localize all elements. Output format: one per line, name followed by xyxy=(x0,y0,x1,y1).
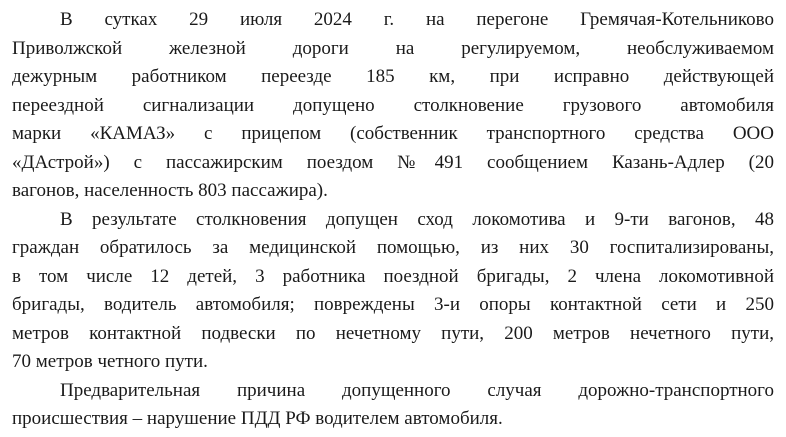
text-line: вагонов, населенность 803 пассажира). xyxy=(12,180,328,201)
text-line: «ДАстрой») с пассажирским поездом №491 сообщением Казань-Адлер (20 xyxy=(12,151,774,173)
paragraph-cause xyxy=(12,377,774,434)
paragraph-incident xyxy=(12,6,774,206)
text-line: Предварительная причина допущенного случая дорожно-транспортного xyxy=(60,379,774,401)
text-line: в том числе 12 детей, 3 работника поездной бригады, 2 члена локомотивной xyxy=(12,265,774,287)
text-line: переездной сигнализации допущено столкновение грузового автомобиля xyxy=(12,94,774,116)
text-line: метров контактной подвески по нечетному пути, 200 метров нечетного пути, xyxy=(12,322,774,344)
text-line: 70 метров четного пути. xyxy=(12,351,208,372)
text-line: марки «КАМАЗ» с прицепом (собственник транспортного средства ООО xyxy=(12,123,774,144)
text-line: Приволжской железной дороги на регулируемом, необслуживаемом xyxy=(12,37,774,59)
text-line: граждан обратилось за медицинской помощью, из них 30 госпитализированы, xyxy=(12,237,774,258)
text-line: В сутках 29 июля 2024 г. на перегоне Гремячая-Котельниково xyxy=(60,9,774,30)
text-line: происшествия – нарушение ПДД РФ водителем автомобиля. xyxy=(12,408,503,429)
text-line: В результате столкновения допущен сход локомотива и 9-ти вагонов, 48 xyxy=(60,208,774,230)
text-line: бригады, водитель автомобиля; повреждены 3-и опоры контактной сети и 250 xyxy=(12,294,774,315)
text-line: дежурным работником переезде 185 км, при исправно действующей xyxy=(12,66,774,87)
document-page xyxy=(12,6,774,434)
paragraph-consequences xyxy=(12,206,774,377)
